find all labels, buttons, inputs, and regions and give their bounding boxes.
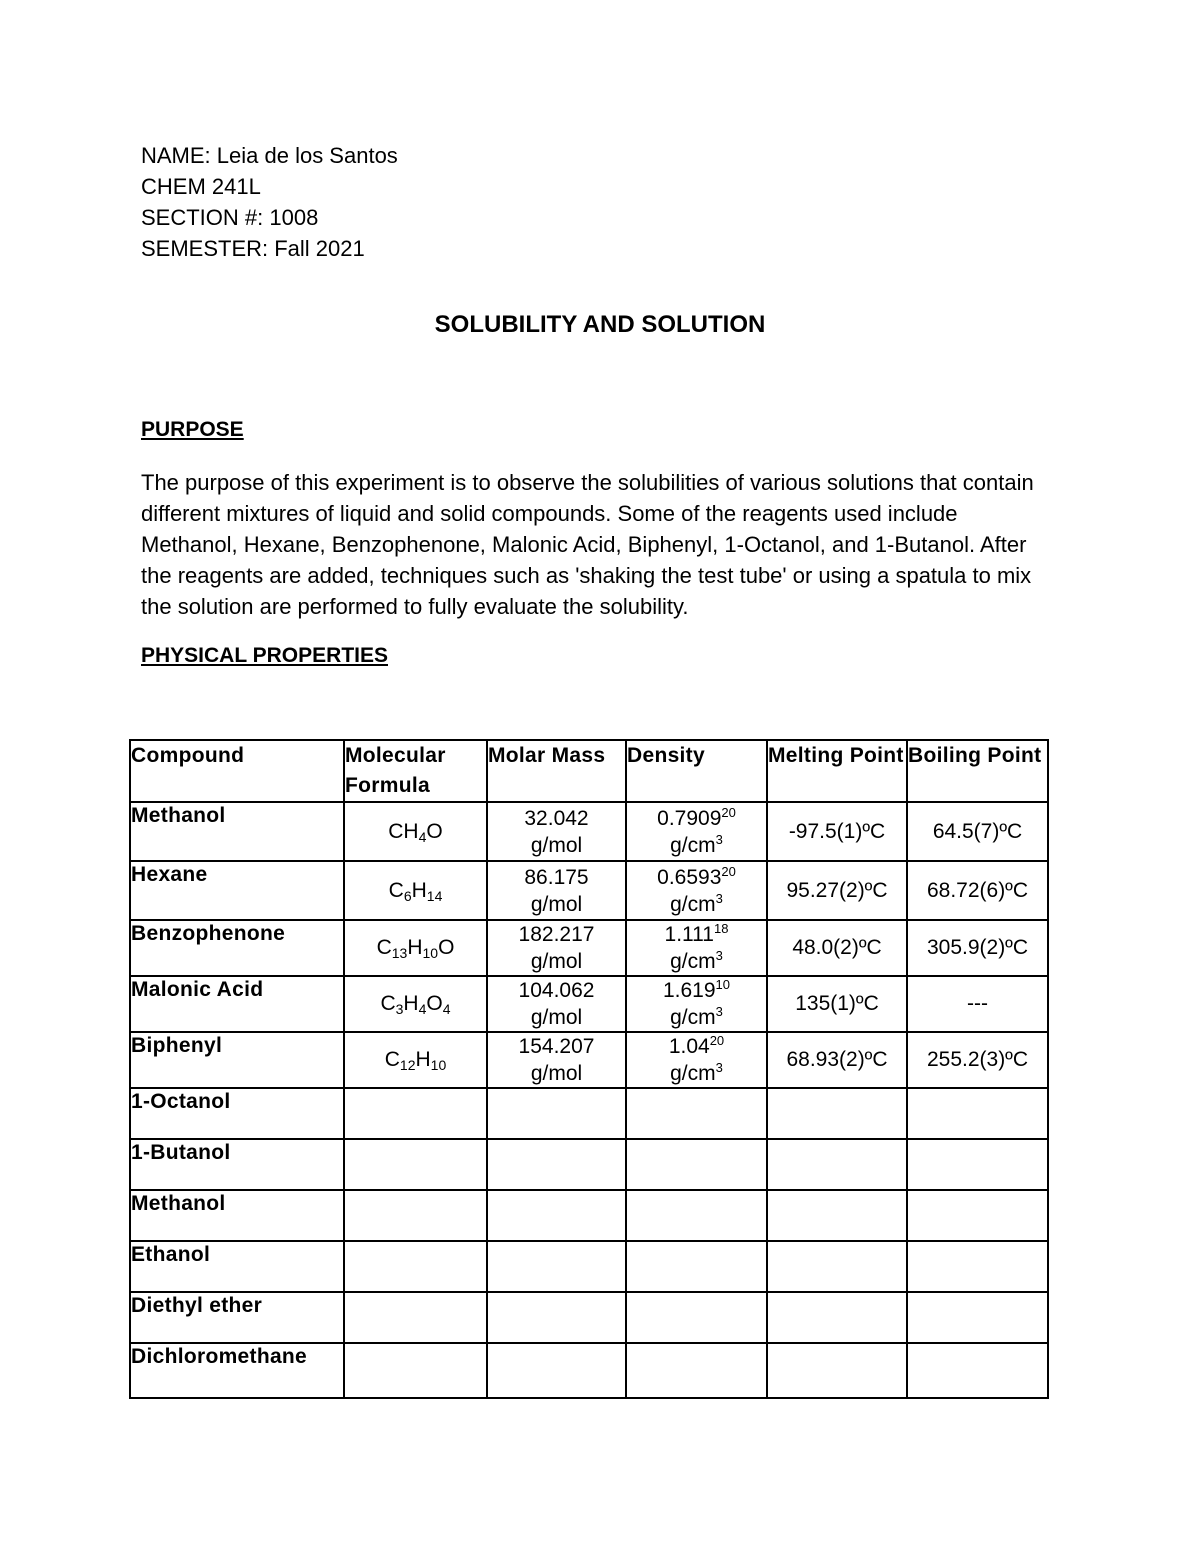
- physical-properties-table: [129, 739, 1049, 1399]
- empty-cell: [767, 1292, 907, 1343]
- molar-mass: 104.062 g/mol: [487, 976, 626, 1032]
- semester: SEMESTER: Fall 2021: [141, 236, 365, 261]
- compound-name: Ethanol: [130, 1241, 344, 1292]
- compound-name: 1-Octanol: [130, 1088, 344, 1139]
- boiling-point: ---: [907, 976, 1048, 1032]
- molecular-formula: $C_{12}H_{10}$: [344, 1032, 487, 1088]
- boiling-point: 305.9(2)ºC: [907, 920, 1048, 976]
- column-header: Molar Mass: [487, 740, 626, 802]
- table-row: [130, 1139, 1048, 1190]
- column-header: Boiling Point: [907, 740, 1048, 802]
- empty-cell: [487, 1343, 626, 1398]
- purpose-paragraph: The purpose of this experiment is to observe the solubilities of various solutions that contain different mixtures of liquid and solid compounds. Some of the reagents used include Methanol, Hexane, Benzophenone, Malonic Acid, Biphenyl, 1-Octanol, and 1-Butanol. After the reagents are added, techniques such as 'shaking the test tube' or using a spatula to mix the solution are performed to fully evaluate the solubility.: [141, 470, 1034, 619]
- empty-cell: [487, 1088, 626, 1139]
- compound-name: Malonic Acid: [130, 976, 344, 1032]
- empty-cell: [344, 1343, 487, 1398]
- empty-cell: [344, 1292, 487, 1343]
- molar-mass: 32.042 g/mol: [487, 802, 626, 861]
- melting-point: -97.5(1)ºC: [767, 802, 907, 861]
- student-name: NAME: Leia de los Santos: [141, 143, 398, 168]
- physical-properties-heading: PHYSICAL PROPERTIES: [141, 644, 388, 667]
- compound-name: Methanol: [130, 802, 344, 861]
- empty-cell: [344, 1088, 487, 1139]
- table-row: [130, 802, 1048, 861]
- melting-point: 95.27(2)ºC: [767, 861, 907, 920]
- density: 1.04$^{20}$ $g/cm^3$: [626, 1032, 767, 1088]
- density: 1.619$^{10}$ $g/cm^3$: [626, 976, 767, 1032]
- column-header: Melting Point: [767, 740, 907, 802]
- empty-cell: [907, 1139, 1048, 1190]
- empty-cell: [344, 1190, 487, 1241]
- density: 0.6593$^{20}$ $g/cm^3$: [626, 861, 767, 920]
- melting-point: 135(1)ºC: [767, 976, 907, 1032]
- document-title: SOLUBILITY AND SOLUTION: [434, 311, 766, 338]
- compound-name: Hexane: [130, 861, 344, 920]
- column-header: Compound: [130, 740, 344, 802]
- compound-name: Benzophenone: [130, 920, 344, 976]
- empty-cell: [626, 1241, 767, 1292]
- boiling-point: 255.2(3)ºC: [907, 1032, 1048, 1088]
- molecular-formula: $C_3H_4O_4$: [344, 976, 487, 1032]
- course-code: CHEM 241L: [141, 174, 261, 199]
- table-row: [130, 1190, 1048, 1241]
- boiling-point: 64.5(7)ºC: [907, 802, 1048, 861]
- empty-cell: [344, 1139, 487, 1190]
- empty-cell: [907, 1088, 1048, 1139]
- table-row: [130, 1343, 1048, 1398]
- boiling-point: 68.72(6)ºC: [907, 861, 1048, 920]
- empty-cell: [767, 1190, 907, 1241]
- melting-point: 48.0(2)ºC: [767, 920, 907, 976]
- table-row: [130, 1032, 1048, 1088]
- molar-mass: 86.175 g/mol: [487, 861, 626, 920]
- empty-cell: [767, 1241, 907, 1292]
- table-row: [130, 920, 1048, 976]
- molar-mass: 182.217 g/mol: [487, 920, 626, 976]
- density: 1.111$^{18}$ $g/cm^3$: [626, 920, 767, 976]
- column-header: Molecular Formula: [344, 740, 487, 802]
- purpose-heading: PURPOSE: [141, 418, 244, 441]
- empty-cell: [344, 1241, 487, 1292]
- empty-cell: [767, 1088, 907, 1139]
- molecular-formula: $C_6H_{14}$: [344, 861, 487, 920]
- table-header-row: [130, 740, 1048, 802]
- empty-cell: [626, 1190, 767, 1241]
- column-header: Density: [626, 740, 767, 802]
- molar-mass: 154.207 g/mol: [487, 1032, 626, 1088]
- empty-cell: [907, 1241, 1048, 1292]
- table-row: [130, 1088, 1048, 1139]
- empty-cell: [487, 1292, 626, 1343]
- empty-cell: [907, 1190, 1048, 1241]
- empty-cell: [626, 1088, 767, 1139]
- empty-cell: [626, 1292, 767, 1343]
- table-row: [130, 861, 1048, 920]
- empty-cell: [767, 1139, 907, 1190]
- molecular-formula: $CH_4O$: [344, 802, 487, 861]
- empty-cell: [487, 1139, 626, 1190]
- student-info: [141, 140, 398, 264]
- empty-cell: [907, 1292, 1048, 1343]
- empty-cell: [487, 1241, 626, 1292]
- table-row: [130, 1241, 1048, 1292]
- table-row: [130, 1292, 1048, 1343]
- compound-name: Diethyl ether: [130, 1292, 344, 1343]
- section-number: SECTION #: 1008: [141, 205, 319, 230]
- melting-point: 68.93(2)ºC: [767, 1032, 907, 1088]
- compound-name: Biphenyl: [130, 1032, 344, 1088]
- empty-cell: [767, 1343, 907, 1398]
- empty-cell: [487, 1190, 626, 1241]
- empty-cell: [626, 1343, 767, 1398]
- density: 0.7909$^{20}$ $g/cm^3$: [626, 802, 767, 861]
- molecular-formula: $C_{13}H_{10}O$: [344, 920, 487, 976]
- empty-cell: [907, 1343, 1048, 1398]
- table-row: [130, 976, 1048, 1032]
- empty-cell: [626, 1139, 767, 1190]
- compound-name: 1-Butanol: [130, 1139, 344, 1190]
- compound-name: Methanol: [130, 1190, 344, 1241]
- compound-name: Dichloromethane: [130, 1343, 344, 1398]
